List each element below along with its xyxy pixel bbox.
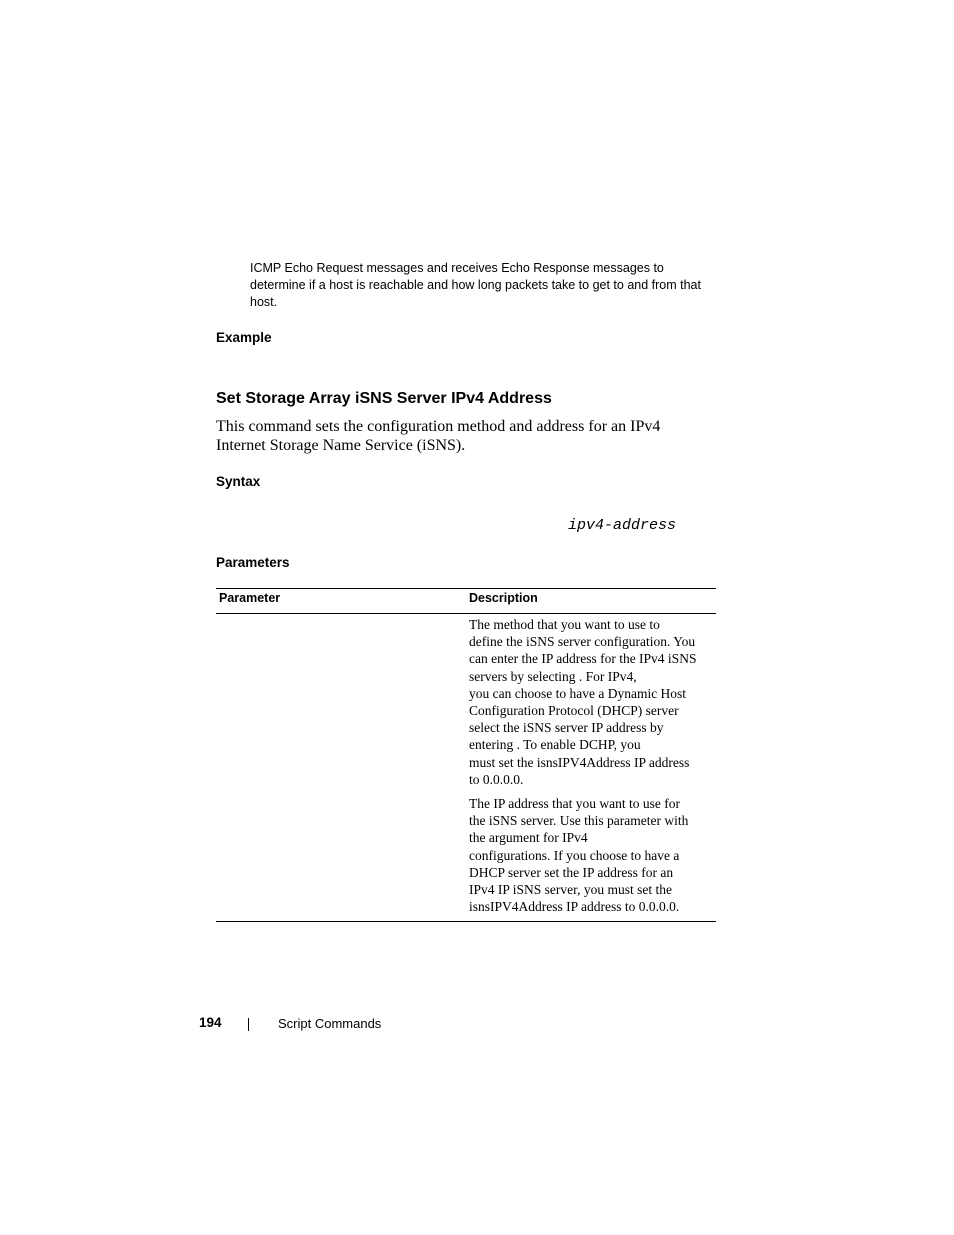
description-line: the iSNS server. Use this parameter with: [469, 813, 689, 829]
section-title: Set Storage Array iSNS Server IPv4 Address: [216, 390, 552, 407]
description-line: configurations. If you choose to have a: [469, 847, 680, 863]
section-intro: [216, 417, 660, 455]
table-header-description: Description: [469, 591, 538, 605]
parameters-heading: Parameters: [216, 555, 290, 570]
description-line: must set the isnsIPV4Address IP address: [469, 754, 690, 770]
description-line: Configuration Protocol (DHCP) server: [469, 703, 679, 719]
description-line: The IP address that you want to use for: [469, 796, 680, 811]
footer-chapter-title: Script Commands: [278, 1016, 382, 1031]
syntax-heading: Syntax: [216, 474, 261, 489]
note-line: host.: [250, 295, 278, 309]
description-line: can enter the IP address for the IPv4 iSNS: [469, 651, 697, 667]
description-line: define the iSNS server configuration. You: [469, 634, 696, 650]
description-line: the argument for IPv4: [469, 830, 588, 846]
description-line: you can choose to have a Dynamic Host: [469, 685, 687, 701]
description-line: isnsIPV4Address IP address to 0.0.0.0.: [469, 899, 680, 915]
example-heading: Example: [216, 330, 272, 345]
note-line: determine if a host is reachable and how long packets take to get to and from that: [250, 278, 701, 292]
syntax-argument: ipv4-address: [568, 517, 677, 534]
description-line: select the iSNS server IP address by: [469, 720, 664, 736]
table-bottom-rule: [216, 921, 716, 922]
table-header-parameter: Parameter: [219, 591, 281, 605]
description-line: entering . To enable DCHP, you: [469, 737, 641, 753]
table-row-2-description: [469, 795, 688, 915]
table-row-1-description: [469, 616, 696, 788]
intro-line: Internet Storage Name Service (iSNS).: [216, 437, 466, 454]
description-line: DHCP server set the IP address for an: [469, 864, 674, 880]
table-top-rule: [216, 588, 716, 589]
page-number: 194: [199, 1015, 222, 1030]
description-line: IPv4 IP iSNS server, you must set the: [469, 882, 672, 898]
table-header-rule: [216, 613, 716, 614]
description-line: The method that you want to use to: [469, 617, 660, 632]
description-line: to 0.0.0.0.: [469, 771, 524, 787]
intro-line: This command sets the configuration method and address for an IPv4: [216, 418, 661, 435]
note-paragraph: [250, 260, 720, 311]
note-line: ICMP Echo Request messages and receives Echo Response messages to: [250, 261, 664, 275]
description-line: servers by selecting . For IPv4,: [469, 668, 637, 684]
footer-divider: [248, 1018, 249, 1031]
